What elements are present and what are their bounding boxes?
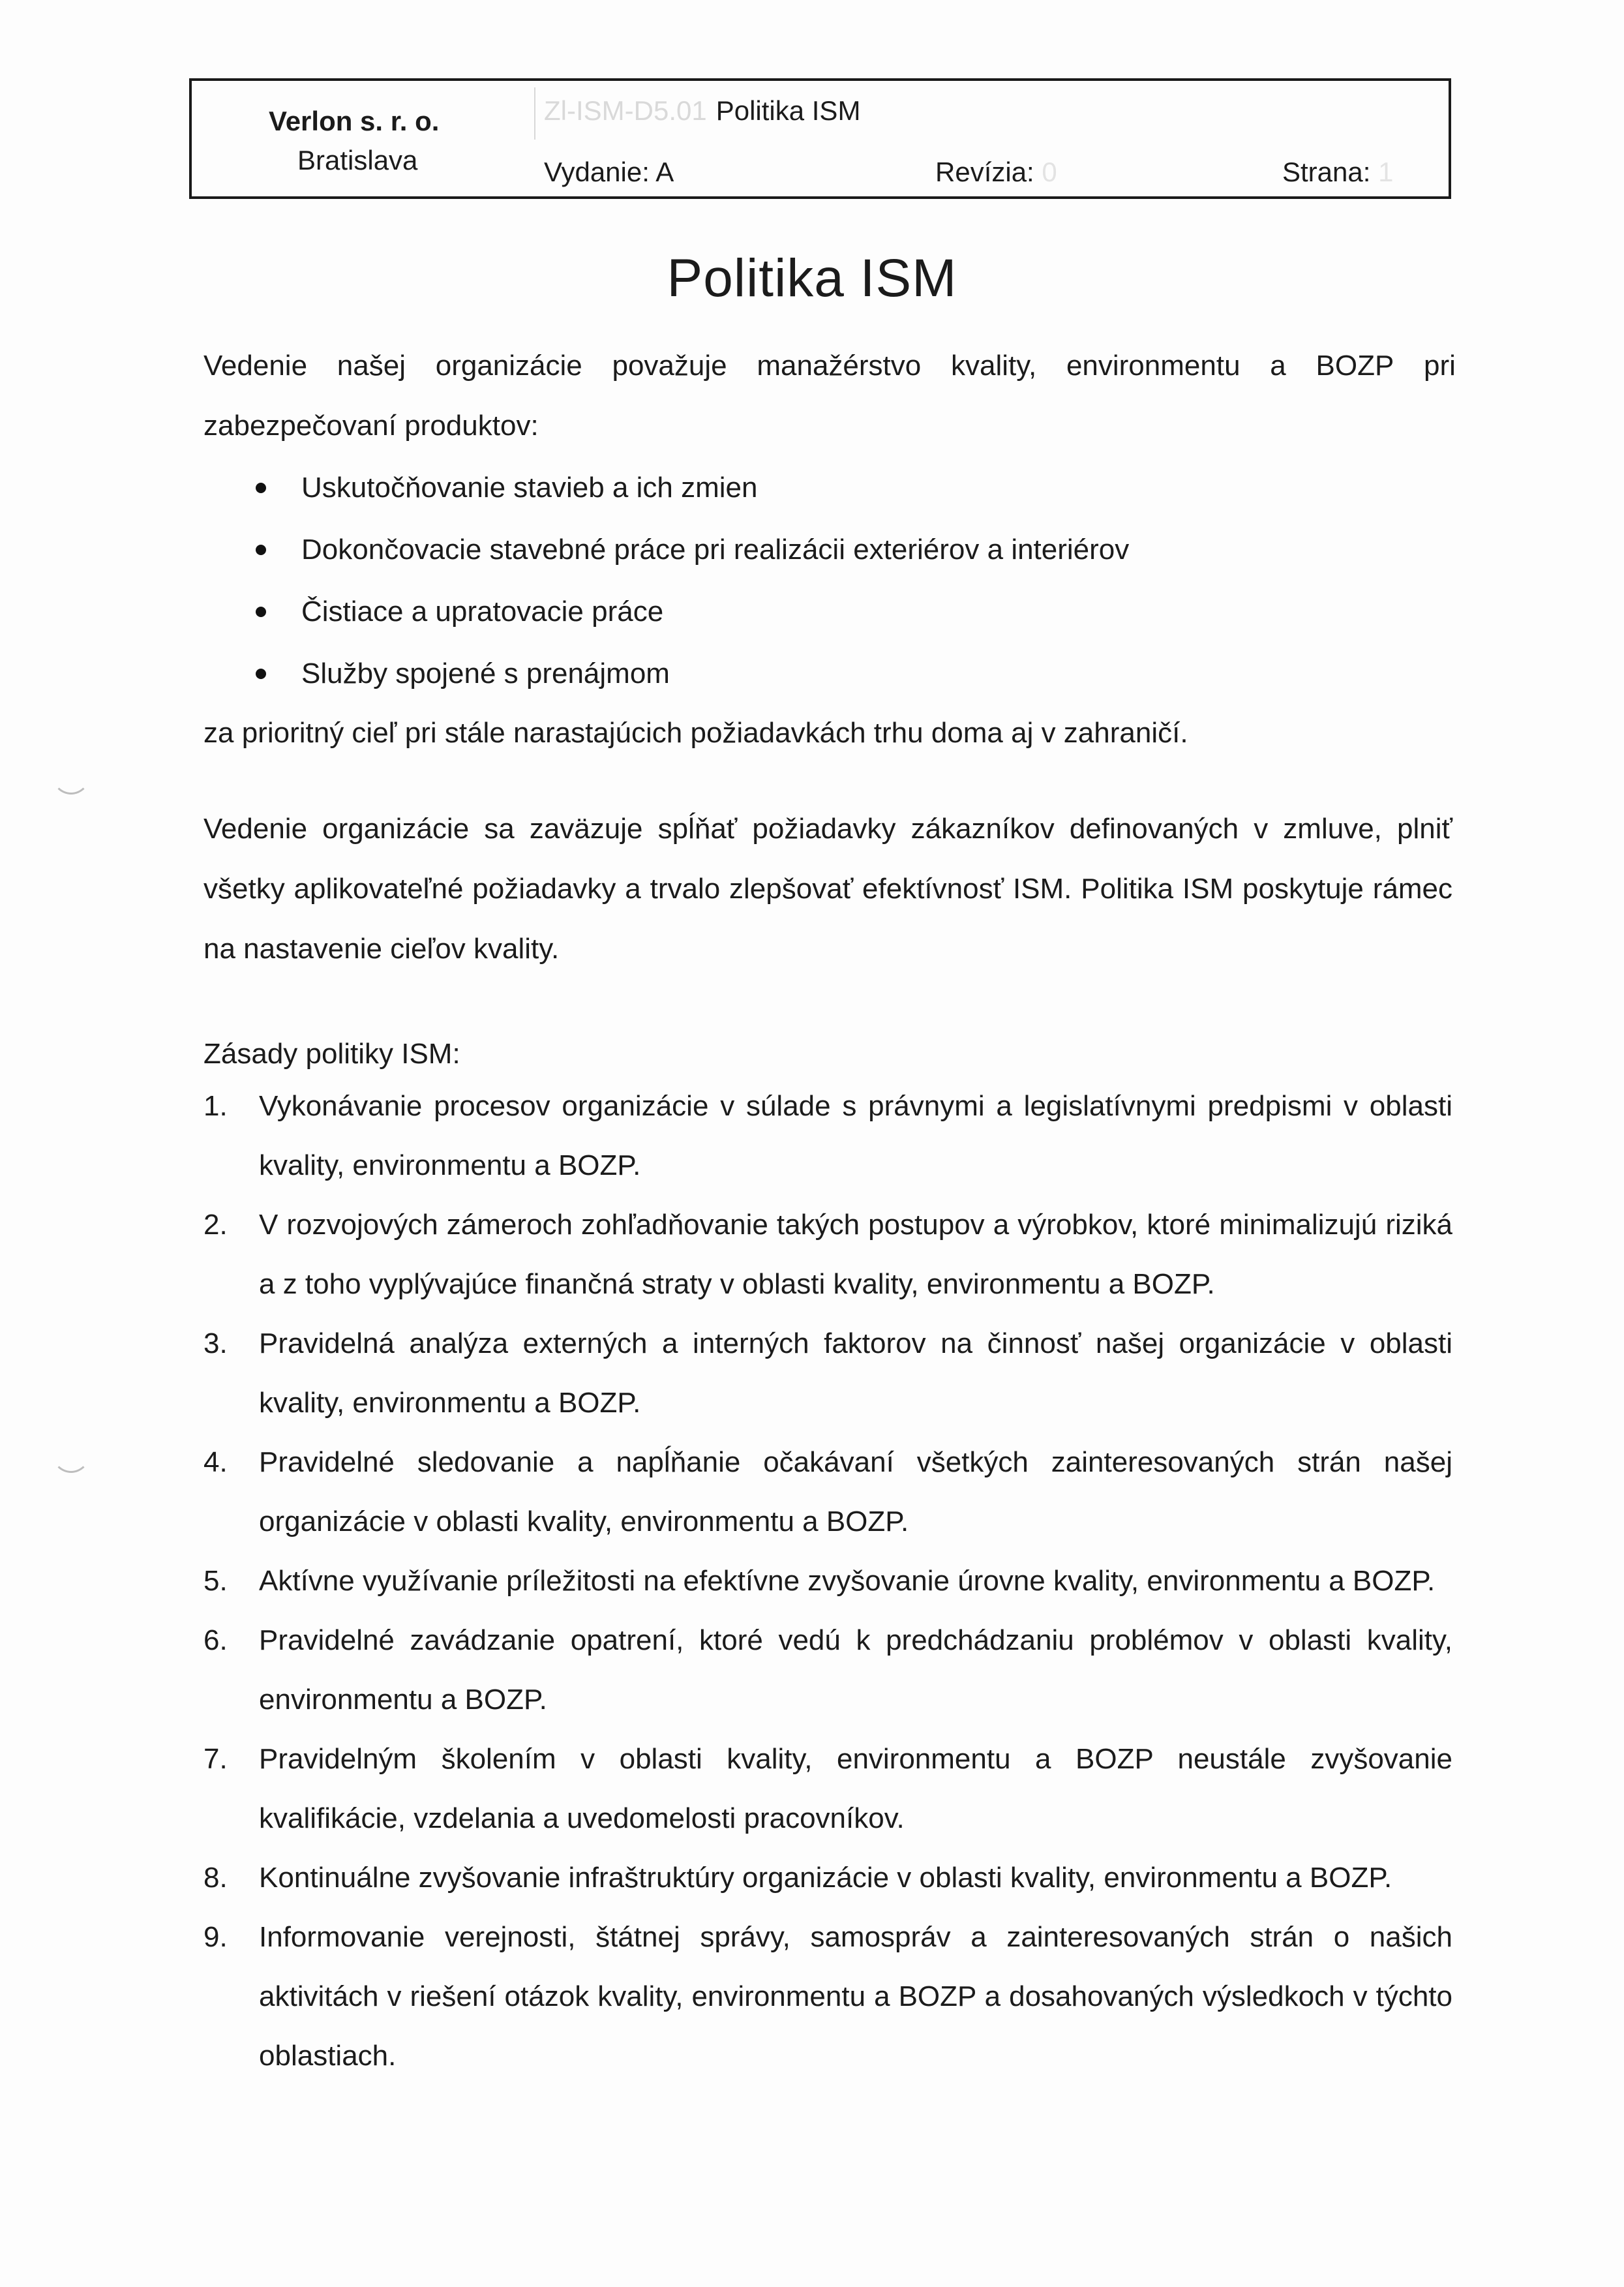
principle-text: Vykonávanie procesov organizácie v súlade s právnymi a legislatívnymi predpismi v oblasti kvality, environmentu a BOZP. — [259, 1090, 1452, 1181]
principle-item — [203, 1195, 1452, 1314]
principle-number: 8. — [203, 1862, 228, 1894]
principle-text: V rozvojových zámeroch zohľadňovanie takých postupov a výrobkov, ktoré minimalizujú riziká a z toho vyplývajúce finančná straty v oblasti kvality, environmentu a BOZP. — [259, 1209, 1452, 1300]
principle-number: 6. — [203, 1624, 228, 1656]
intro-paragraph — [203, 336, 1456, 456]
list-item-text: Čistiace a upratovacie práce — [301, 596, 664, 628]
revision-field — [935, 157, 1057, 188]
principle-text: Pravidelným školením v oblasti kvality, environmentu a BOZP neustále zvyšovanie kvalifikácie, vzdelania a uvedomelosti pracovníkov. — [259, 1743, 1452, 1834]
principle-text: Pravidelné sledovanie a napĺňanie očakávaní všetkých zainteresovaných strán našej organizácie v oblasti kvality, environmentu a BOZP. — [259, 1446, 1452, 1537]
revision-label: Revízia: — [935, 157, 1034, 187]
list-item-text: Dokončovacie stavebné práce pri realizácii exteriérov a interiérov — [301, 534, 1130, 566]
revision-value: 0 — [1042, 157, 1057, 187]
company-name: Verlon s. r. o. — [269, 106, 440, 136]
principle-number: 5. — [203, 1565, 228, 1597]
list-item — [256, 519, 1430, 581]
list-item-text: Služby spojené s prenájmom — [301, 658, 670, 689]
page-field — [1282, 157, 1393, 188]
intro-line-1 — [203, 336, 1456, 396]
bullet-icon — [256, 607, 266, 617]
principle-number: 4. — [203, 1446, 228, 1478]
principle-number: 2. — [203, 1209, 228, 1241]
list-item-text: Uskutočňovanie stavieb a ich zmien — [301, 472, 758, 504]
principle-item — [203, 1611, 1452, 1729]
company-city: Bratislava — [297, 145, 418, 175]
intro-closing: za prioritný cieľ pri stále narastajúcich požiadavkách trhu doma aj v zahraničí. — [203, 717, 1188, 749]
page-label: Strana: — [1282, 157, 1371, 187]
document-header — [189, 78, 1451, 199]
principle-item — [203, 1314, 1452, 1432]
document-id — [544, 95, 860, 127]
list-item — [256, 643, 1430, 704]
principle-number: 1. — [203, 1090, 228, 1122]
intro-word: našej — [337, 350, 406, 382]
principle-item — [203, 1432, 1452, 1551]
punch-hole-mark — [52, 1435, 90, 1473]
product-list — [256, 457, 1430, 704]
intro-word: považuje — [612, 350, 727, 382]
principle-item — [203, 1551, 1452, 1611]
intro-word: organizácie — [435, 350, 582, 382]
principle-item — [203, 1729, 1452, 1848]
intro-line-2: zabezpečovaní produktov: — [203, 410, 539, 442]
intro-word: a — [1270, 350, 1286, 382]
intro-word: kvality, — [950, 350, 1037, 382]
principle-text: Kontinuálne zvyšovanie infraštruktúry organizácie v oblasti kvality, environmentu a BOZP. — [259, 1862, 1392, 1894]
intro-word: pri — [1424, 350, 1456, 382]
list-item — [256, 581, 1430, 643]
page-value: 1 — [1378, 157, 1394, 187]
intro-word: environmentu — [1066, 350, 1241, 382]
principle-text: Informovanie verejnosti, štátnej správy, samospráv a zainteresovaných strán o našich aktivitách v riešení otázok kvality, environmentu a BOZP a dosahovaných výsledkoch v týchto oblastiach. — [259, 1921, 1452, 2072]
intro-word: Vedenie — [203, 350, 308, 382]
principle-text: Aktívne využívanie príležitosti na efektívne zvyšovanie úrovne kvality, environmentu a BOZP. — [259, 1565, 1436, 1597]
principle-number: 3. — [203, 1327, 228, 1359]
punch-hole-mark — [52, 757, 90, 795]
principle-text: Pravidelná analýza externých a interných faktorov na činnosť našej organizácie v oblasti kvality, environmentu a BOZP. — [259, 1327, 1452, 1419]
bullet-icon — [256, 545, 266, 555]
principle-item — [203, 1907, 1452, 2085]
intro-word: manažérstvo — [757, 350, 922, 382]
bullet-icon — [256, 669, 266, 679]
principles-list — [203, 1076, 1452, 2085]
principle-number: 9. — [203, 1921, 228, 1953]
principle-text: Pravidelné zavádzanie opatrení, ktoré vedú k predchádzaniu problémov v oblasti kvality, environmentu a BOZP. — [259, 1624, 1452, 1716]
principle-number: 7. — [203, 1743, 228, 1775]
intro-word: BOZP — [1316, 350, 1394, 382]
principles-heading: Zásady politiky ISM: — [203, 1038, 460, 1070]
page-title: Politika ISM — [667, 249, 957, 308]
document-title-small: Politika ISM — [715, 95, 861, 126]
edition-field: Vydanie: A — [544, 157, 674, 187]
principle-item — [203, 1848, 1452, 1907]
header-divider — [534, 87, 535, 140]
commitment-paragraph: Vedenie organizácie sa zaväzuje spĺňať požiadavky zákazníkov definovaných v zmluve, plniť všetky aplikovateľné požiadavky a trvalo zlepšovať efektívnosť ISM. Politika ISM poskytuje rámec na nastavenie cieľov kvality. — [203, 813, 1452, 965]
document-code: Zl-ISM-D5.01 — [544, 95, 707, 126]
bullet-icon — [256, 483, 266, 493]
principle-item — [203, 1076, 1452, 1195]
list-item — [256, 457, 1430, 519]
